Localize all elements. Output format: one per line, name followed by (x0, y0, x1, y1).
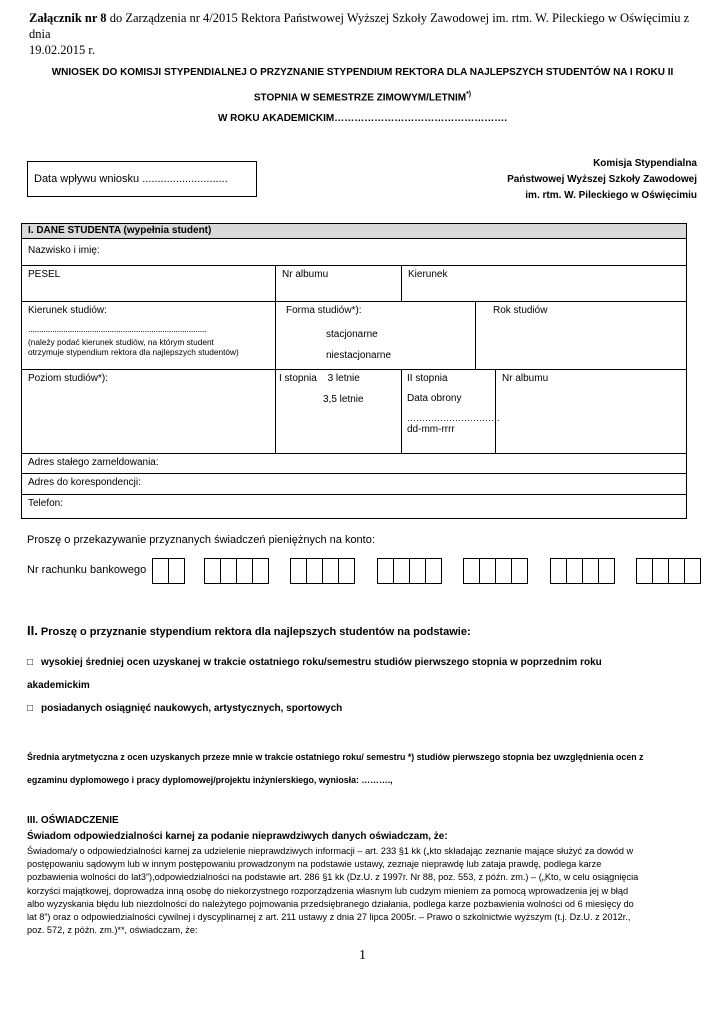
field-of-study-note2: otrzymuje stypendium rektora dla najlepszych studentów) (28, 347, 239, 357)
account-digit-box[interactable] (220, 558, 237, 584)
account-digit-box[interactable] (636, 558, 653, 584)
field-of-study-label: Kierunek studiów: (28, 305, 107, 316)
account-digit-box[interactable] (409, 558, 426, 584)
year-of-study-field[interactable]: Rok studiów (476, 302, 687, 370)
form-of-study-label: Forma studiów*): (286, 305, 362, 316)
account-number-label: Nr rachunku bankowego (27, 564, 147, 576)
permanent-address-field[interactable]: Adres stałego zameldowania: (22, 454, 687, 474)
form-of-study-cell (276, 302, 476, 370)
form-title-line3: W ROKU AKADEMICKIM……………………………………………. (217, 113, 508, 124)
account-digit-box[interactable] (322, 558, 339, 584)
first-cycle-label: I stopnia (279, 373, 317, 384)
form-title-line1: WNIOSEK DO KOMISJI STYPENDIALNEJ O PRZYZNANIE STYPENDIUM REKTORA DLA NAJLEPSZYCH STUDENTÓW NA I ROKU II (51, 67, 674, 78)
declaration-line: korzyści majątkowej, doprowadza inną osobę do niekorzystnego rozporządzenia własnym lub cudzym mieniem za pomocą wprowadzenia jej w błąd (27, 885, 629, 896)
section2-heading (27, 623, 471, 638)
receipt-date-box (27, 161, 257, 197)
account-digit-box[interactable] (511, 558, 528, 584)
part-time-option[interactable] (324, 350, 391, 361)
account-digit-box[interactable] (152, 558, 169, 584)
section1-header: I. DANE STUDENTA (wypełnia student) (22, 224, 687, 239)
three-half-year-label: 3,5 letnie (323, 394, 364, 405)
field-of-study-note1: (należy podać kierunek studiów, na którym student (28, 337, 214, 347)
declaration-line: Świadoma/y o odpowiedzialności karnej za udzielenie nieprawdziwych informacji – art. 233 §1 kk („kto składając zeznanie mające służyć za dowód w (27, 846, 634, 856)
album-number-2-field[interactable]: Nr albumu (496, 370, 687, 454)
section2-heading-text: Proszę o przyznanie stypendium rektora dla najlepszych studentów na podstawie: (40, 626, 471, 638)
option-grade-average[interactable] (27, 657, 717, 668)
account-digit-box[interactable] (566, 558, 583, 584)
addressee-line3: im. rtm. W. Pileckiego w Oświęcimiu (525, 190, 697, 201)
account-digit-box[interactable] (463, 558, 480, 584)
declaration-line: lat 8”) oraz o odpowiedzialności cywilnej i dyscyplinarnej z art. 211 ustawy z dnia 27 lipca 2005r. – Prawo o szkolnictwie wyższym (t.j. Dz.U. z 2012r., (27, 912, 631, 923)
page-number: 1 (359, 948, 366, 963)
field-of-study-cell[interactable] (22, 302, 276, 370)
transfer-text: Proszę o przekazywanie przyznanych świadczeń pieniężnych na konto: (27, 534, 375, 546)
section3-subheader: Świadom odpowiedzialności karnej za podanie nieprawdziwych danych oświadczam, że: (27, 831, 448, 842)
attachment-label: Załącznik nr 8 (29, 11, 107, 25)
correspondence-address-field[interactable]: Adres do korespondencji: (22, 474, 687, 495)
account-digit-box[interactable] (550, 558, 567, 584)
account-digit-box[interactable] (425, 558, 442, 584)
album-field[interactable]: Nr albumu (276, 266, 402, 302)
three-year-label: 3 letnie (327, 373, 360, 384)
account-digit-box[interactable] (168, 558, 185, 584)
field-of-study-dots: ................................................................................. (28, 324, 207, 334)
part-time-label: niestacjonarne (326, 350, 392, 361)
attachment-date: 19.02.2015 r. (29, 43, 95, 57)
declaration-line: postępowaniu sądowym lub w innym postępowaniu prowadzonym na podstawie ustawy, zeznaje nieprawdę lub zataja prawdę, podlega karze (27, 859, 602, 870)
achievements-checkbox-icon[interactable]: □ (27, 703, 34, 714)
name-field[interactable]: Nazwisko i imię: (22, 239, 687, 266)
grade-average-checkbox-icon[interactable]: □ (27, 657, 34, 668)
declaration-line: albo wyzyskania błędu lub niezdolności do należytego pojmowania przedsiębranego działania, podlega karze pozbawienia wolności od 6 miesięcy do (27, 898, 634, 909)
account-digit-box[interactable] (495, 558, 512, 584)
grade-average-line1: wysokiej średniej ocen uzyskanej w trakcie ostatniego roku/semestru studiów pierwszego stopnia w poprzednim roku (41, 657, 602, 668)
form-title-line2 (0, 91, 725, 103)
declaration-text (27, 845, 699, 937)
account-digit-box[interactable] (393, 558, 410, 584)
attachment-note (29, 10, 704, 58)
addressee-line2: Państwowej Wyższej Szkoły Zawodowej (507, 174, 697, 185)
defense-date-format: dd-mm-rrrr (407, 424, 455, 435)
phone-field[interactable]: Telefon: (22, 495, 687, 519)
account-digit-box[interactable] (252, 558, 269, 584)
title-footnote-mark: *) (466, 91, 472, 98)
account-digit-box[interactable] (290, 558, 307, 584)
account-digit-box[interactable] (479, 558, 496, 584)
full-time-option[interactable] (324, 329, 378, 340)
attachment-text: do Zarządzenia nr 4/2015 Rektora Państwowej Wyższej Szkoły Zawodowej im. rtm. W. Pileckiego w Oświęcimiu z dnia (29, 11, 690, 41)
title-season: STOPNIA W SEMESTRZE ZIMOWYM/LETNIM (253, 92, 467, 104)
account-digit-box[interactable] (668, 558, 685, 584)
second-cycle-label: II stopnia (407, 373, 448, 384)
section3-header: III. OŚWIADCZENIE (27, 815, 119, 826)
account-digit-box[interactable] (377, 558, 394, 584)
account-digit-box[interactable] (598, 558, 615, 584)
account-digit-box[interactable] (684, 558, 701, 584)
kierunek-field[interactable]: Kierunek (402, 266, 687, 302)
study-level-label: Poziom studiów*): (22, 370, 276, 454)
account-number-boxes[interactable] (0, 558, 725, 585)
grade-average-line2: akademickim (27, 680, 90, 691)
second-cycle-cell (402, 370, 500, 454)
account-digit-box[interactable] (204, 558, 221, 584)
account-digit-box[interactable] (236, 558, 253, 584)
three-half-year-option[interactable] (321, 394, 364, 405)
achievements-label: posiadanych osiągnięć naukowych, artystycznych, sportowych (41, 703, 343, 714)
addressee-line1: Komisja Stypendialna (593, 158, 697, 169)
account-digit-box[interactable] (582, 558, 599, 584)
option-achievements[interactable] (27, 703, 342, 714)
account-digit-box[interactable] (652, 558, 669, 584)
receipt-date-label: Data wpływu wniosku ............................ (34, 173, 228, 185)
full-time-label: stacjonarne (326, 329, 378, 340)
student-data-table (21, 223, 687, 519)
average-statement-line1: Średnia arytmetyczna z ocen uzyskanych przeze mnie w trakcie ostatniego roku/ semestru *) studiów pierwszego stopnia bez uwzględnienia ocen z (27, 752, 644, 762)
account-digit-box[interactable] (306, 558, 323, 584)
first-cycle-cell (276, 370, 402, 454)
average-statement-line2: egzaminu dyplomowego i pracy dyplomowej/projektu inżynierskiego, wyniosła: ………., (27, 775, 393, 785)
declaration-line: pozbawienia wolności do lat3”),odpowiedzialności na podstawie art. 286 §1 kk (Dz.U. z 1997r. Nr 88, poz. 553, z późn. zm.) – („Kto, w celu osiągnięcia (27, 872, 639, 883)
defense-date-input[interactable]: …………………………. (407, 413, 500, 423)
declaration-line: poz. 572, z późn. zm.)**, oświadczam, że: (27, 925, 198, 936)
section2-number: II. (27, 623, 38, 638)
three-year-option[interactable] (326, 373, 360, 384)
defense-date-label: Data obrony (407, 393, 462, 404)
account-digit-box[interactable] (338, 558, 355, 584)
pesel-field[interactable]: PESEL (22, 266, 276, 302)
addressee (507, 156, 697, 204)
